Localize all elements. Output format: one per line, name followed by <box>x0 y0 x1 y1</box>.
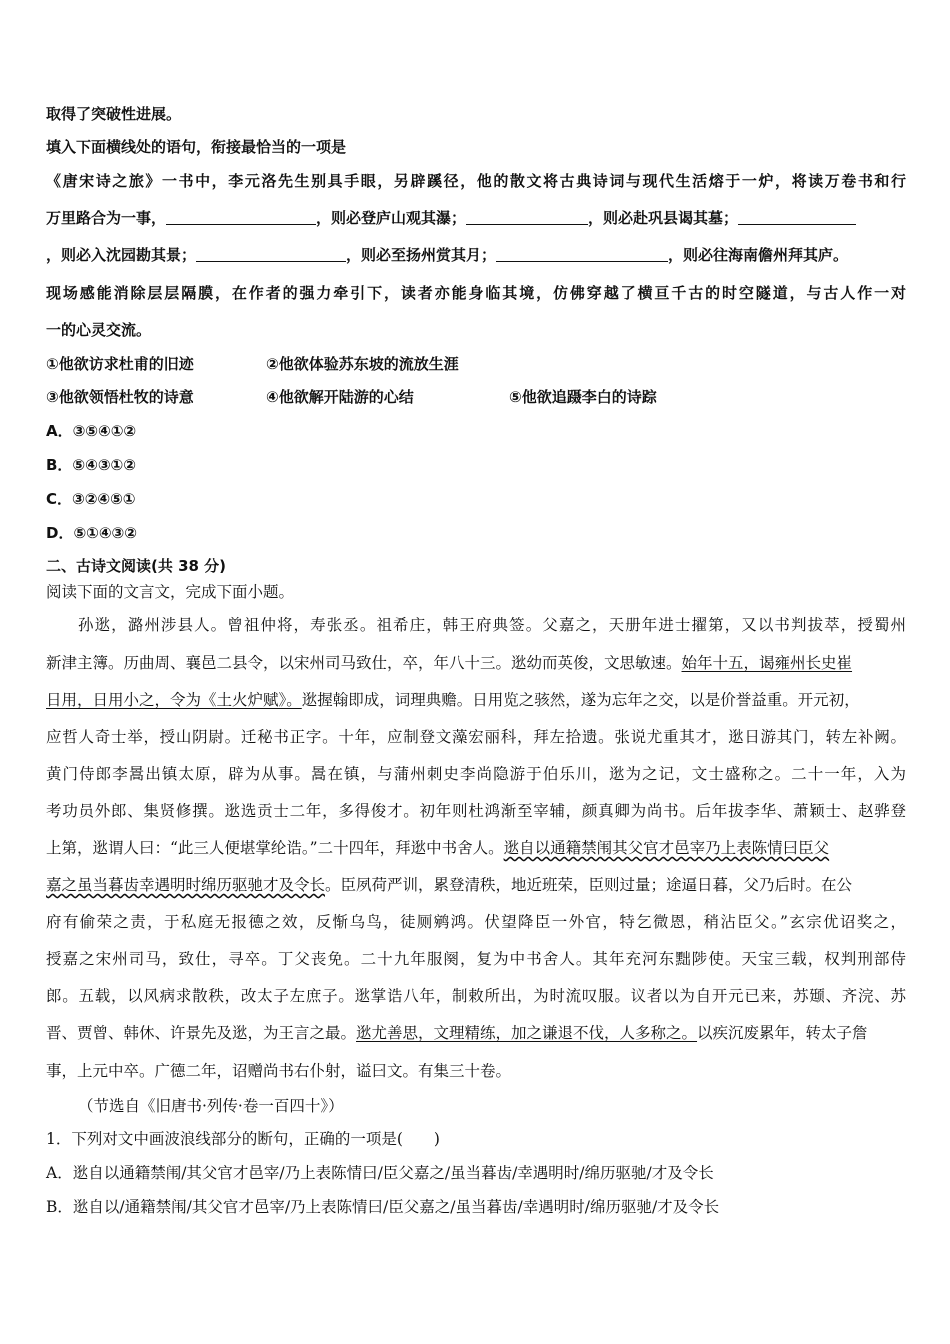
passage-text: 万里路合为一事， <box>46 209 167 227</box>
classical-line-13: 事，上元中卒。广德二年，诏赠尚书右仆射，谥曰文。有集三十卷。 <box>46 1062 512 1080</box>
classical-line-3 <box>46 688 860 710</box>
classical-line-10: 授嘉之宋州司马，致仕，寻卒。丁父丧免。二十九年服阕，复为中书舍人。其年充河东黜陟使。天宝三载，权判刑部侍 <box>46 950 906 968</box>
underlined-sentence: 日用，日用小之，令为《土火炉赋》。 <box>46 691 302 709</box>
passage-line-5: 一的心灵交流。 <box>46 321 152 339</box>
choice-c[interactable]: C．③②④⑤① <box>46 490 136 508</box>
answer-blank-1[interactable] <box>166 210 316 225</box>
classical-text: 晋、贾曾、韩休、许景先及逖，为王言之最。 <box>46 1024 357 1042</box>
passage-text: ，则必至扬州赏其月； <box>346 246 497 264</box>
classical-text: 以疾沉废累年，转太子詹 <box>697 1024 868 1042</box>
classical-line-12 <box>46 1021 868 1043</box>
classical-text: 逖握翰即成，词理典赡。日用览之骇然，遂为忘年之交，以是价誉益重。开元初， <box>301 691 860 709</box>
wavy-underlined-text: 逖自以通籍禁闱其父官才邑宰乃上表陈情曰臣父 <box>503 839 830 857</box>
classical-line-9: 府有偷荣之责，于私庭无报德之效，反惭乌鸟，徒厕鹓鸿。伏望降臣一外官，特乞微恩，稍沾臣父。”玄宗优诏奖之， <box>46 913 906 931</box>
top-line: 取得了突破性进展。 <box>46 105 182 123</box>
item-2: ②他欲体验苏东坡的流放生涯 <box>266 355 459 373</box>
item-5: ⑤他欲追蹑李白的诗踪 <box>509 388 657 406</box>
question-1-option-a[interactable]: A．逖自以通籍禁闱/其父官才邑宰/乃上表陈情曰/臣父嘉之/虽当暮齿/幸遇明时/绵历驱驰/才及令长 <box>46 1164 714 1182</box>
answer-blank-5[interactable] <box>496 247 668 262</box>
passage-text: ，则必赴巩县谒其墓； <box>588 209 739 227</box>
classical-text: 。臣夙荷严训，累登清秩，地近班荣，臣则过量；途逼日暮，父乃后时。在公 <box>325 876 853 894</box>
wavy-underlined-text: 嘉之虽当暮齿幸遇明时绵历驱驰才及令长 <box>46 876 326 894</box>
section-instruction: 阅读下面的文言文，完成下面小题。 <box>46 583 295 601</box>
item-3: ③他欲领悟杜牧的诗意 <box>46 388 194 406</box>
classical-line-4: 应哲人奇士举，授山阴尉。迁秘书正字。十年，应制登文藻宏丽科，拜左拾遗。张说尤重其才，逖日游其门，转左补阙。 <box>46 728 906 746</box>
item-row-2 <box>46 386 657 407</box>
item-4: ④他欲解开陆游的心结 <box>266 388 414 406</box>
passage-text: ，则必入沈园勘其景； <box>46 246 197 264</box>
classical-text: 新津主簿。历曲周、襄邑二县令，以宋州司马致仕，卒，年八十三。逖幼而英俊，文思敏速。 <box>46 654 682 672</box>
classical-line-5: 黄门侍郎李暠出镇太原，辟为从事。暠在镇，与蒲州刺史李尚隐游于伯乐川，逖为之记，文士盛称之。二十一年，入为 <box>46 765 906 783</box>
passage-line-2 <box>46 207 856 228</box>
classical-line-1: 孙逖，潞州涉县人。曾祖仲将，寿张丞。祖希庄，韩王府典签。父嘉之，天册年进士擢第，又以书判拔萃，授蜀州 <box>78 616 906 634</box>
answer-blank-3[interactable] <box>738 210 856 225</box>
question-1-stem: 1．下列对文中画波浪线部分的断句，正确的一项是( ) <box>46 1130 440 1148</box>
question-1-option-b[interactable]: B．逖自以/通籍禁闱/其父官才邑宰/乃上表陈情曰/臣父嘉之/虽当暮齿/幸遇明时/绵历驱驰/才及令长 <box>46 1198 720 1216</box>
passage-text: ，则必登庐山观其瀑； <box>316 209 467 227</box>
underlined-sentence: 始年十五，谒雍州长史崔 <box>681 654 853 672</box>
classical-line-2 <box>46 651 852 673</box>
classical-line-7 <box>46 836 829 858</box>
answer-blank-2[interactable] <box>466 210 588 225</box>
choice-d[interactable]: D．⑤①④③② <box>46 524 137 542</box>
classical-text: 上第，逖谓人曰：“此三人便堪掌纶诰。”二十四年，拜逖中书舍人。 <box>46 839 504 857</box>
item-row-1 <box>46 353 459 374</box>
passage-line-3 <box>46 244 848 265</box>
underlined-sentence: 逖尤善思，文理精练，加之谦退不伐，人多称之。 <box>356 1024 698 1042</box>
passage-line-1: 《唐宋诗之旅》一书中，李元洛先生别具手眼，另辟蹊径，他的散文将古典诗词与现代生活熔于一炉，将读万卷书和行 <box>46 172 906 190</box>
classical-line-11: 郎。五载，以风病求散秩，改太子左庶子。逖掌诰八年，制敕所出，为时流叹服。议者以为自开元已来，苏颋、齐浣、苏 <box>46 987 906 1005</box>
section-heading: 二、古诗文阅读(共 38 分) <box>46 557 227 575</box>
classical-line-8 <box>46 873 852 895</box>
item-1: ①他欲访求杜甫的旧迹 <box>46 355 194 373</box>
source-citation: （节选自《旧唐书·列传·卷一百四十》） <box>78 1097 344 1115</box>
question-intro: 填入下面横线处的语句，衔接最恰当的一项是 <box>46 138 347 156</box>
choice-b[interactable]: B．⑤④③①② <box>46 456 136 474</box>
choice-a[interactable]: A．③⑤④①② <box>46 422 137 440</box>
passage-line-4: 现场感能消除层层隔膜，在作者的强力牵引下，读者亦能身临其境，仿佛穿越了横亘千古的时空隧道，与古人作一对 <box>46 284 906 302</box>
classical-line-6: 考功员外郎、集贤修撰。逖选贡士二年，多得俊才。初年则杜鸿渐至宰辅，颜真卿为尚书。后年拔李华、萧颖士、赵骅登 <box>46 802 906 820</box>
answer-blank-4[interactable] <box>196 247 346 262</box>
passage-text: ，则必往海南儋州拜其庐。 <box>668 246 849 264</box>
